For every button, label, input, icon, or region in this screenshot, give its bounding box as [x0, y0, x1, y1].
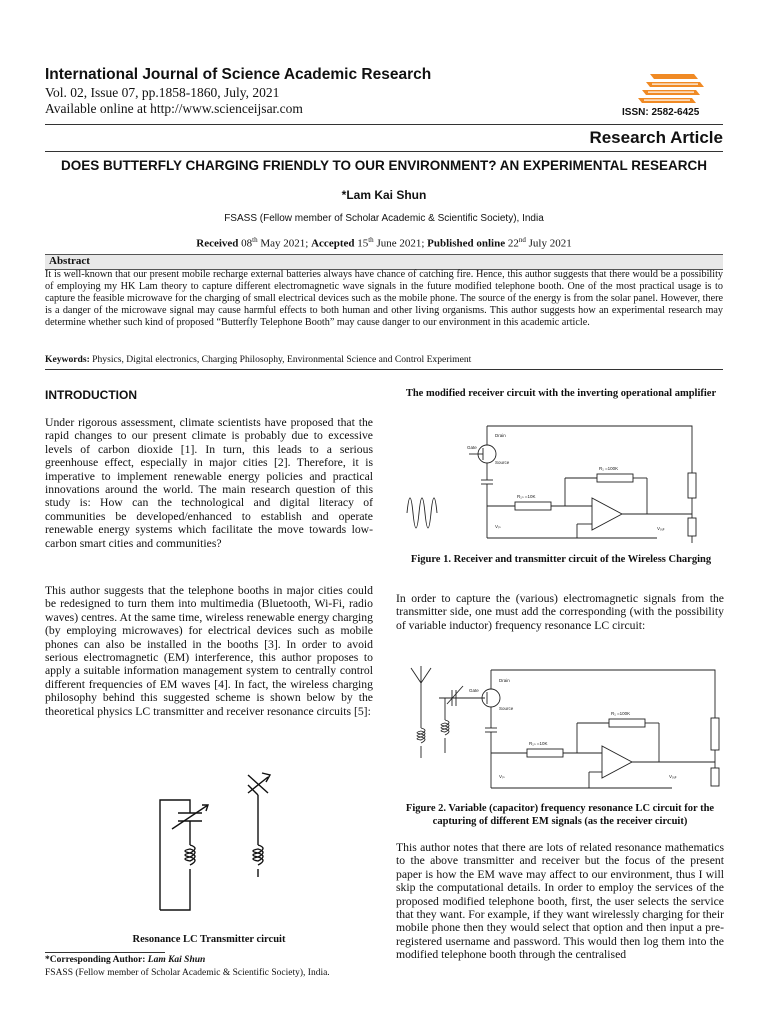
abstract-rule [45, 369, 723, 370]
fig2-rf-label: R₁ =100K [611, 711, 631, 716]
received-label: Received [196, 237, 239, 250]
journal-name: International Journal of Science Academic Research [45, 66, 432, 83]
paper-author: *Lam Kai Shun [341, 188, 427, 202]
fig2-source-label: Source [499, 706, 514, 711]
abstract-text: It is well-known that our present mobile recharge external batteries always have chance of catching fire. Hence, this author suggests that there would be a possibility of employing my HK Lam theory to capture different electromagnetic wave signals in the future modified telephone booth. One of the most practical usage is to capture the feasible microwave for the charging of small electrical devices such as the mobile phone. The source of the energy is from the solar panel. However, there is a danger of the microwave signal may cause harmful effects to both human and other living organisms. This author suggests how an experimental research may determine whether such kind of proposed “Butterfly Telephone Booth” may cause danger to our environment in this academic article. [45, 269, 723, 328]
fig2-gate-label: Gate [469, 688, 479, 693]
fig2-vout-label: Vₒᵤₜ [669, 774, 677, 779]
corresponding-author [45, 955, 205, 965]
title-rule [45, 151, 723, 152]
fig1-source-label: Source [495, 460, 510, 465]
published-label: Published online [427, 237, 506, 250]
fig1-rf-label: R₁ =100K [599, 466, 619, 471]
footnote-rule [45, 952, 165, 953]
right-paragraph-1: In order to capture the (various) electromagnetic signals from the transmitter side, one must add the corresponding (with the possibility of variable inductor) frequency resonance LC circuit: [396, 592, 724, 632]
published-rest: July 2021 [525, 237, 572, 250]
fig2-vin-label: Vᵢₙ [499, 774, 505, 779]
lc-transmitter-circuit-figure [130, 765, 290, 930]
accepted-label: Accepted [311, 237, 355, 250]
abstract-heading: Abstract [49, 255, 90, 267]
keywords-label: Keywords: [45, 354, 90, 365]
received-suffix: th [252, 236, 258, 244]
published-suffix: nd [518, 236, 526, 244]
issn-label: ISSN: 2582-6425 [622, 107, 700, 118]
header-rule [45, 124, 723, 125]
author-affiliation: FSASS (Fellow member of Scholar Academic & Scientific Society), India [224, 213, 544, 224]
accepted-day: 15 [357, 237, 369, 250]
fig2-drain-label: Drain [499, 678, 510, 683]
receiver-circuit-heading: The modified receiver circuit with the inverting operational amplifier [405, 388, 717, 399]
received-day: 08 [241, 237, 253, 250]
keywords-line [45, 354, 723, 365]
received-rest: May 2021; [257, 237, 309, 250]
fig1-rin-label: R₁ₙ =10K [517, 494, 536, 499]
intro-paragraph-1: Under rigorous assessment, climate scientists have proposed that the rapid changes to our present climate is probably due to excessive levels of carbon dioxide [1]. In turn, this leads to a serious greenhouse effect, especially in major cities [2]. Therefore, it is imperative to implement renewable energy policies and practical innovations around the world. The main research question of this study is: How can the technological and digital literacy of communities be developed/enhanced to establish and operate renewable energy systems which facilitate the move towards low-carbon smart cities and communities? [45, 416, 373, 550]
paper-title: DOES BUTTERFLY CHARGING FRIENDLY TO OUR ENVIRONMENT? AN EXPERIMENTAL RESEARCH [60, 158, 708, 173]
volume-issue-line: Vol. 02, Issue 07, pp.1858-1860, July, 2021 [45, 85, 280, 100]
right-paragraph-2: This author notes that there are lots of related resonance mathematics to the above transmitter and receiver but the focus of the present paper is how the EM wave may affect to our environment, thus I will skip the computational details. In order to employ the services of the proposed modified telephone booth, first, the user selects the service that they want. For example, if they want wirelessly charging for their mobile phone then they would select that option and then input a pre-registered username and password. This would then log them into the modified telephone booth through the centralised [396, 841, 724, 962]
accepted-suffix: th [368, 236, 374, 244]
corresponding-name: Lam Kai Shun [147, 955, 206, 965]
fig2-rin-label: R₁ₙ =10K [529, 741, 548, 746]
fig1-vin-label: Vᵢₙ [495, 524, 501, 529]
intro-paragraph-2: This author suggests that the telephone booths in major cities could be redesigned to turn them into multimedia (Bluetooth, Wi-Fi, radio waves) centres. At the same time, wireless renewable energy charging (by employing microwaves) for electrical devices such as mobile phones can also be installed in the booths [3]. In order to avoid serious electromagnetic (EM) interference, this author proposes to apply a suitable information management system to centrally control different frequencies of EM waves [4]. In fact, the wireless charging philosophy behind this suggested scheme is shown below by the theoretical physics LC transmitter and receiver resonance circuits [5]: [45, 584, 373, 718]
available-online-line: Available online at http://www.scienceijsar.com [45, 101, 303, 116]
abstract-heading-band [45, 254, 723, 270]
figure-2-variable-lc-receiver [397, 658, 725, 798]
fig1-gate-label: Gate [467, 445, 477, 450]
keywords-text: Physics, Digital electronics, Charging Philosophy, Environmental Science and Control Experiment [89, 354, 472, 365]
journal-logo-books-icon [634, 68, 714, 108]
published-day: 22 [507, 237, 519, 250]
corresponding-affiliation: FSASS (Fellow member of Scholar Academic & Scientific Society), India. [45, 968, 330, 978]
article-type: Research Article [589, 128, 723, 147]
figure-1-receiver-circuit [397, 418, 725, 548]
introduction-heading: INTRODUCTION [45, 388, 137, 402]
figure-1-caption: Figure 1. Receiver and transmitter circuit of the Wireless Charging [410, 554, 712, 565]
fig1-drain-label: Drain [495, 433, 506, 438]
article-dates [45, 236, 723, 250]
lc-transmitter-caption: Resonance LC Transmitter circuit [132, 934, 286, 945]
accepted-rest: June 2021; [373, 237, 425, 250]
fig1-vout-label: Vₒᵤₜ [657, 526, 665, 531]
corresponding-label: *Corresponding Author: [45, 955, 146, 965]
figure-2-caption: Figure 2. Variable (capacitor) frequency resonance LC circuit for the capturing of different EM signals (as the receiver circuit) [405, 803, 715, 827]
